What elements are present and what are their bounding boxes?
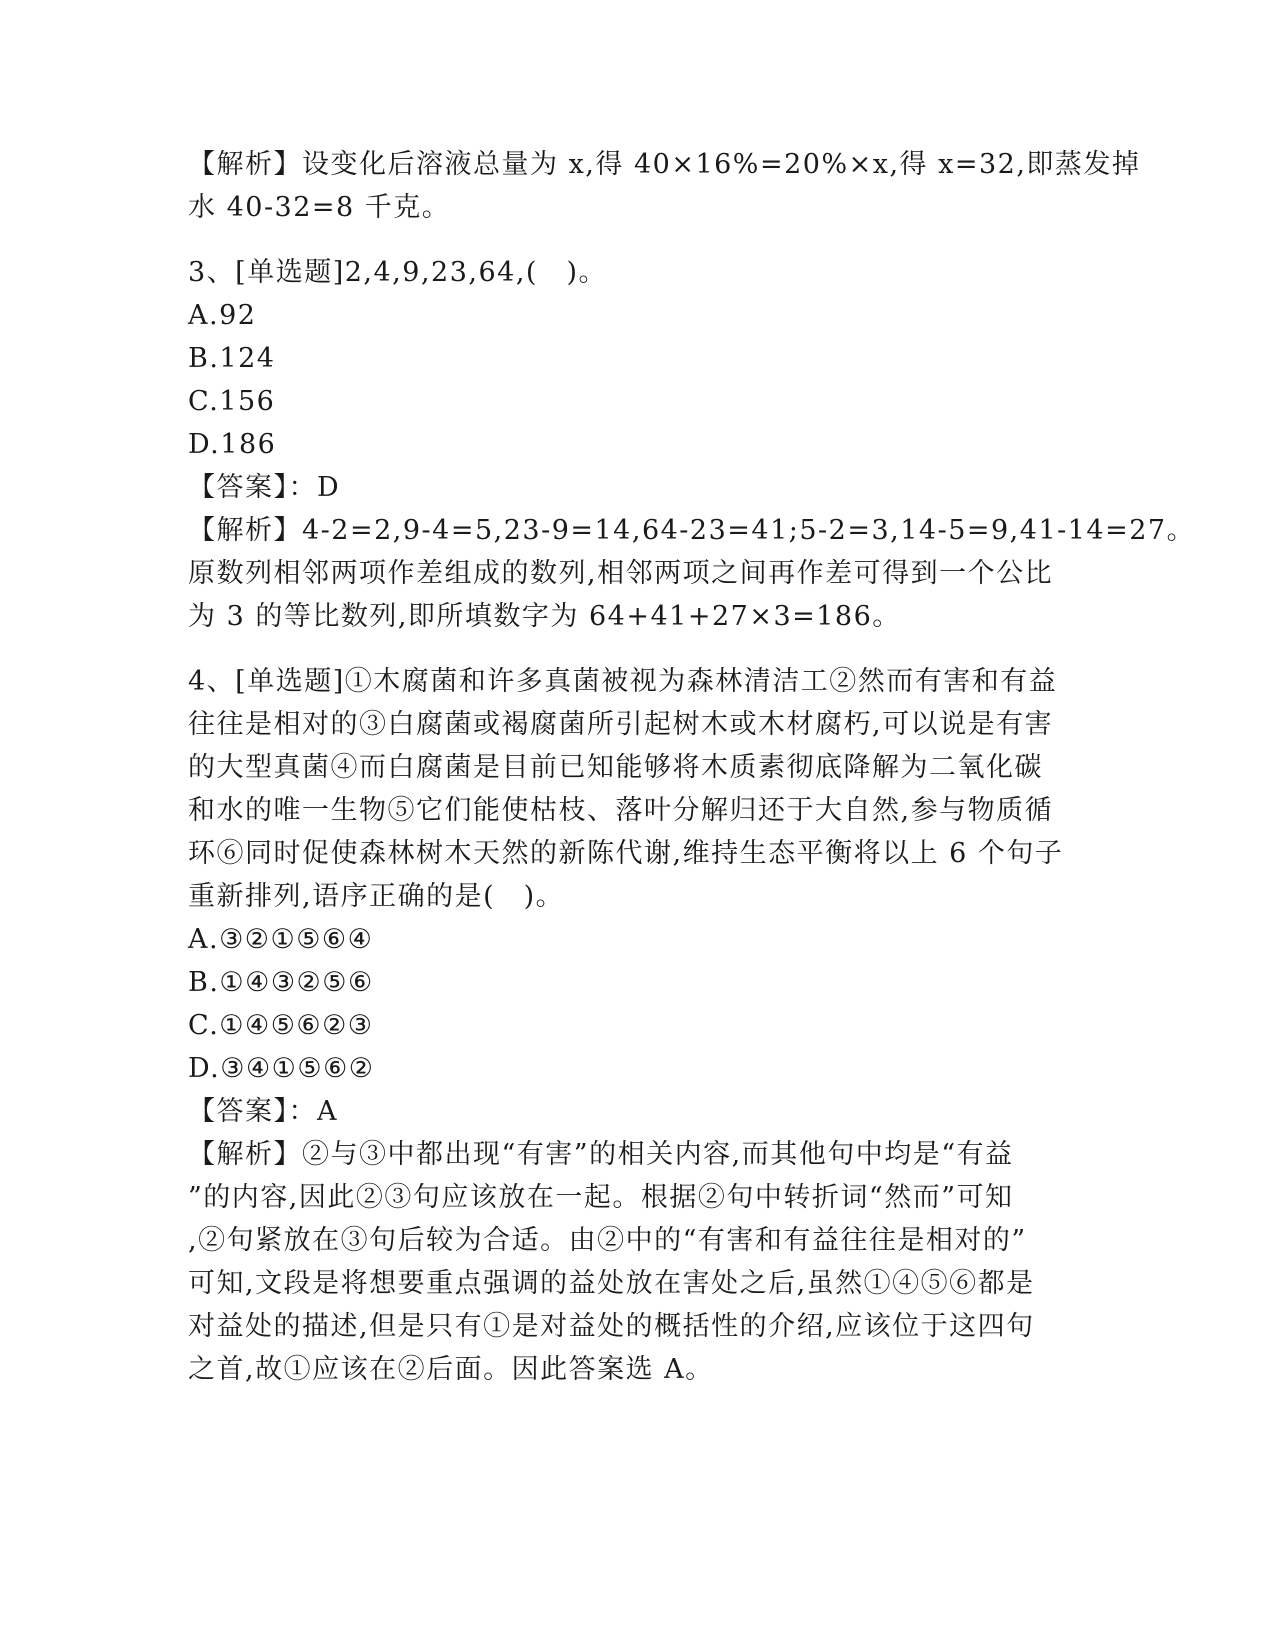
q4-stem-line: 环⑥同时促使森林树木天然的新陈代谢,维持生态平衡将以上 6 个句子 bbox=[188, 838, 1064, 869]
q4-analysis-line: ,②句紧放在③句后较为合适。由②中的“有害和有益往往是相对的” bbox=[188, 1225, 1027, 1256]
q4-analysis-line: 【解析】②与③中都出现“有害”的相关内容,而其他句中均是“有益 bbox=[188, 1139, 1014, 1170]
q3-option-b: B.124 bbox=[188, 343, 276, 374]
question-4 bbox=[188, 660, 1088, 1391]
q4-stem-line: 的大型真菌④而白腐菌是目前已知能够将木质素彻底降解为二氧化碳 bbox=[188, 752, 1043, 783]
q2-analysis-line: 水 40-32=8 千克。 bbox=[188, 192, 451, 223]
q3-option-c: C.156 bbox=[188, 386, 276, 417]
q3-analysis-line: 原数列相邻两项作差组成的数列,相邻两项之间再作差可得到一个公比 bbox=[188, 558, 1054, 589]
q4-option-b: B.①④③②⑤⑥ bbox=[188, 967, 374, 998]
q3-option-d: D.186 bbox=[188, 429, 277, 460]
q4-stem-line: 和水的唯一生物⑤它们能使枯枝、落叶分解归还于大自然,参与物质循 bbox=[188, 795, 1054, 826]
q2-analysis bbox=[188, 143, 1141, 229]
q4-stem-line: 4、[单选题]①木腐菌和许多真菌被视为森林清洁工②然而有害和有益 bbox=[188, 666, 1058, 697]
q4-option-d: D.③④①⑤⑥② bbox=[188, 1053, 375, 1084]
q4-analysis-line: 可知,文段是将想要重点强调的益处放在害处之后,虽然①④⑤⑥都是 bbox=[188, 1268, 1035, 1299]
question-3 bbox=[188, 251, 1196, 638]
q3-analysis-line: 为 3 的等比数列,即所填数字为 64+41+27×3=186。 bbox=[188, 601, 901, 632]
q4-analysis-line: ”的内容,因此②③句应该放在一起。根据②句中转折词“然而”可知 bbox=[188, 1182, 1014, 1213]
q4-answer: 【答案】：A bbox=[188, 1096, 338, 1127]
q3-stem: 3、[单选题]2,4,9,23,64,( )。 bbox=[188, 257, 607, 288]
q4-option-a: A.③②①⑤⑥④ bbox=[188, 924, 374, 955]
q2-analysis-line: 【解析】设变化后溶液总量为 x,得 40×16%=20%×x,得 x=32,即蒸发掉 bbox=[188, 149, 1141, 180]
q4-stem-line: 往往是相对的③白腐菌或褐腐菌所引起树木或木材腐朽,可以说是有害 bbox=[188, 709, 1054, 740]
q4-analysis-line: 之首,故①应该在②后面。因此答案选 A。 bbox=[188, 1354, 714, 1385]
q4-option-c: C.①④⑤⑥②③ bbox=[188, 1010, 374, 1041]
q4-analysis-line: 对益处的描述,但是只有①是对益处的概括性的介绍,应该位于这四句 bbox=[188, 1311, 1035, 1342]
q3-option-a: A.92 bbox=[188, 300, 257, 331]
q4-stem-line: 重新排列,语序正确的是( )。 bbox=[188, 881, 565, 912]
document-page bbox=[188, 143, 1196, 1391]
q3-analysis-line: 【解析】4-2=2,9-4=5,23-9=14,64-23=41;5-2=3,14-5=9,41-14=27。 bbox=[188, 515, 1196, 546]
q3-answer: 【答案】：D bbox=[188, 472, 341, 503]
